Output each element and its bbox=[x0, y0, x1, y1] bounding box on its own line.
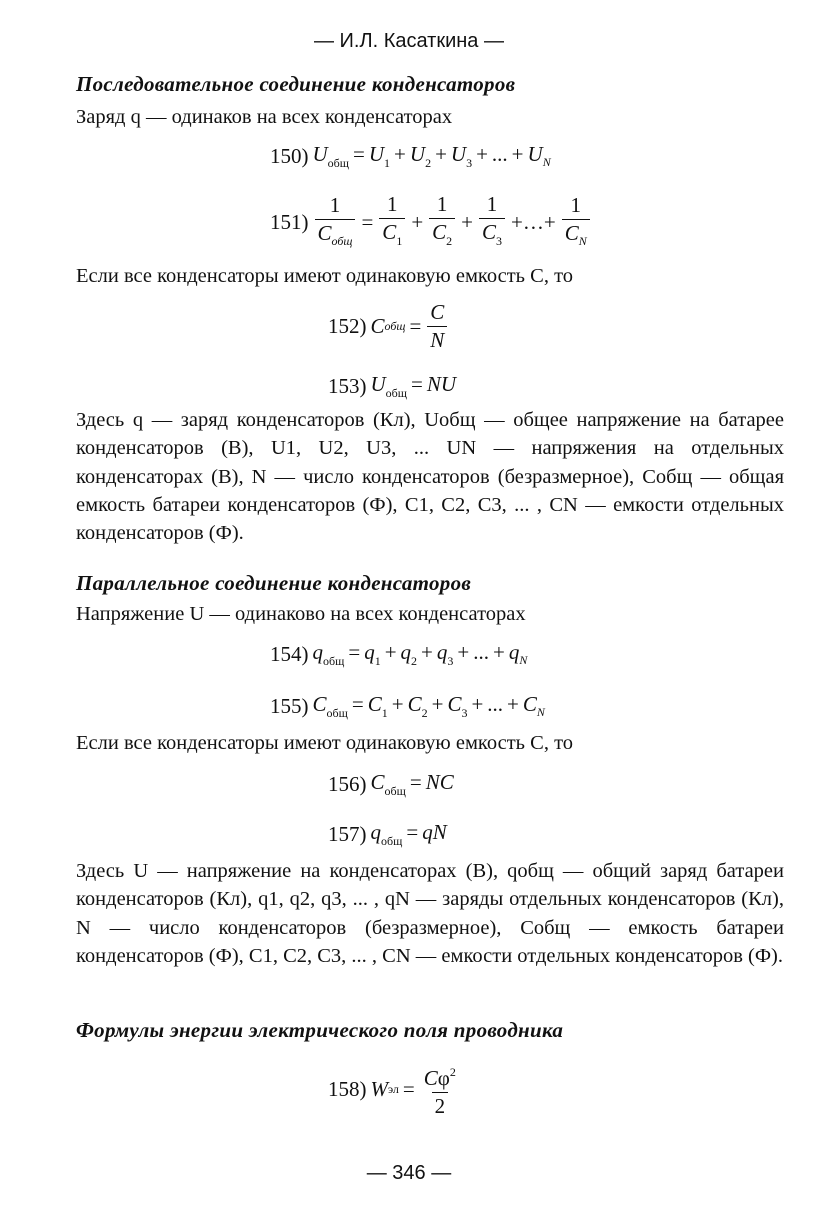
energy-heading: Формулы энергии электрического поля проводника bbox=[76, 1018, 564, 1042]
formula-153: 153) $U_{общ}$ = NU bbox=[328, 372, 457, 400]
formula-153-body: $U_{общ}$ = NU bbox=[370, 372, 457, 400]
formula-158-body: W эл = $\frac{C\varphi^2}{2}$ bbox=[370, 1065, 456, 1118]
formula-156: 156) $C_{общ}$ = NC bbox=[328, 770, 454, 798]
formula-154-body: $q_{общ} = q_1 + q_2 + q_3$ + ... + $q_N$ bbox=[312, 640, 528, 668]
parallel-explanation: Здесь U — напряжение на конденсаторах (В), qобщ — общий заряд батареи конденсаторов (Кл), q1, q2, q3, ... , qN — заряды отдельных конденсаторов (Кл), N — число конденсаторов (безразмерное), Cобщ — емкость батареи конденсаторов (Ф), C1, C2, C3, ... , CN — емкости отдельных конденсаторов (Ф). bbox=[76, 860, 784, 967]
parallel-heading: Параллельное соединение конденсаторов bbox=[76, 571, 472, 595]
formula-151-body: $\frac{1}{C_{общ}}$ = $\frac{1}{C_1}$ + $\frac{1}{C_2}$ + $\frac{1}{C_3}$ +…+ $\frac{1}{C_N}$ bbox=[313, 192, 592, 253]
formula-152: 152) C общ = $\frac{C}{N}$ bbox=[328, 300, 449, 352]
series-heading: Последовательное соединение конденсаторов bbox=[76, 72, 516, 96]
formula-151: 151) $\frac{1}{C_{общ}}$ = $\frac{1}{C_1}$ + $\frac{1}{C_2}$ + $\frac{1}{C_3}$ +…+ $\frac{1}{C_N}$ bbox=[270, 192, 592, 253]
page-number: — 346 — bbox=[366, 1162, 452, 1184]
formula-150: 150) $U_{общ} = U_1 + U_2 + U_3$ + ... + $U_N$ bbox=[270, 142, 551, 170]
series-intro: Заряд q — одинаков на всех конденсаторах bbox=[76, 106, 453, 128]
formula-150-body: $U_{общ} = U_1 + U_2 + U_3$ + ... + $U_N$ bbox=[312, 142, 551, 170]
formula-157: 157) $q_{общ}$ = qN bbox=[328, 820, 447, 848]
series-equal-capacity-note: Если все конденсаторы имеют одинаковую емкость C, то bbox=[76, 265, 574, 287]
formula-156-body: $C_{общ}$ = NC bbox=[370, 770, 454, 798]
formula-158: 158) W эл = $\frac{C\varphi^2}{2}$ bbox=[328, 1060, 461, 1118]
series-explanation: Здесь q — заряд конденсаторов (Кл), Uобщ — общее напряжение на батарее конденсаторов (В), U1, U2, U3, ... UN — напряжения на отдельных конденсаторах (В), N — число конденсаторов (безразмерное), Cобщ — общая емкость батареи конденсаторов (Ф), C1, C2, C3, ... , CN — емкости отдельных конденсаторов (Ф). bbox=[76, 409, 784, 545]
parallel-intro: Напряжение U — одинаково на всех конденсаторах bbox=[76, 603, 526, 625]
formula-157-body: $q_{общ}$ = qN bbox=[370, 820, 447, 848]
formula-152-body: C общ = $\frac{C}{N}$ bbox=[371, 300, 450, 352]
running-header: — И.Л. Касаткина — bbox=[314, 30, 504, 52]
formula-154: 154) $q_{общ} = q_1 + q_2 + q_3$ + ... + $q_N$ bbox=[270, 640, 528, 668]
formula-155: 155) $C_{общ} = C_1 + C_2 + C_3$ + ... + $C_N$ bbox=[270, 692, 545, 720]
formula-155-body: $C_{общ} = C_1 + C_2 + C_3$ + ... + $C_N$ bbox=[312, 692, 545, 720]
parallel-equal-capacity-note: Если все конденсаторы имеют одинаковую емкость C, то bbox=[76, 732, 574, 754]
